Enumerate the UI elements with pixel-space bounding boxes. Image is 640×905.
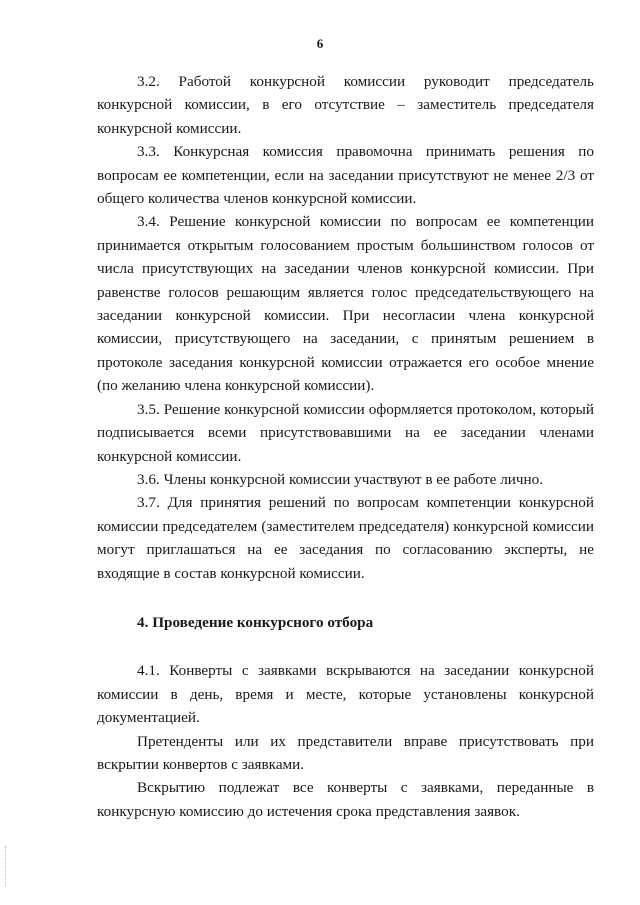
scan-margin-marks: [5, 846, 10, 886]
spacer: [97, 585, 594, 611]
paragraph-3-2: 3.2. Работой конкурсной комиссии руководит председатель конкурсной комиссии, в его отсутствие – заместитель председателя конкурсной комиссии.: [97, 73, 594, 137]
paragraph-4-1-b: Претенденты или их представители вправе присутствовать при вскрытии конвертов с заявками.: [97, 732, 594, 773]
document-body: [97, 70, 594, 823]
paragraph-3-4: 3.4. Решение конкурсной комиссии по вопросам ее компетенции принимается открытым голосованием простым большинством голосов от числа присутствующих на заседании членов конкурсной комиссии. При равенстве голосов решающим является голос председательствующего на заседании конкурсной комиссии. При несогласии члена конкурсной комиссии, присутствующего на заседании, с принятым решением в протоколе заседания конкурсной комиссии отражается его особое мнение (по желанию члена конкурсной комиссии).: [97, 213, 594, 395]
paragraph-4-1-c: Вскрытию подлежат все конверты с заявками, переданные в конкурсную комиссию до истечения срока представления заявок.: [97, 779, 594, 820]
paragraph-4-1: 4.1. Конверты с заявками вскрываются на заседании конкурсной комиссии в день, время и месте, которые установлены конкурсной документацией.: [97, 662, 594, 727]
paragraph-3-7: 3.7. Для принятия решений по вопросам компетенции конкурсной комиссии председателем (заместителем председателя) конкурсной комиссии могут приглашаться на ее заседания по согласованию эксперты, не входящие в состав конкурсной комиссии.: [97, 494, 594, 582]
paragraph-3-5: 3.5. Решение конкурсной комиссии оформляется протоколом, который подписывается всеми присутствовавшими на ее заседании членами конкурсной комиссии.: [97, 400, 594, 465]
section-heading-4: 4. Проведение конкурсного отбора: [137, 613, 374, 631]
spacer: [97, 634, 594, 659]
paragraph-3-3: 3.3. Конкурсная комиссия правомочна принимать решения по вопросам ее компетенции, если на заседании присутствуют не менее 2/3 от общего количества членов конкурсной комиссии.: [97, 143, 594, 208]
page-number: 6: [316, 36, 324, 51]
paragraph-3-6: 3.6. Члены конкурсной комиссии участвуют в ее работе лично.: [137, 470, 544, 488]
